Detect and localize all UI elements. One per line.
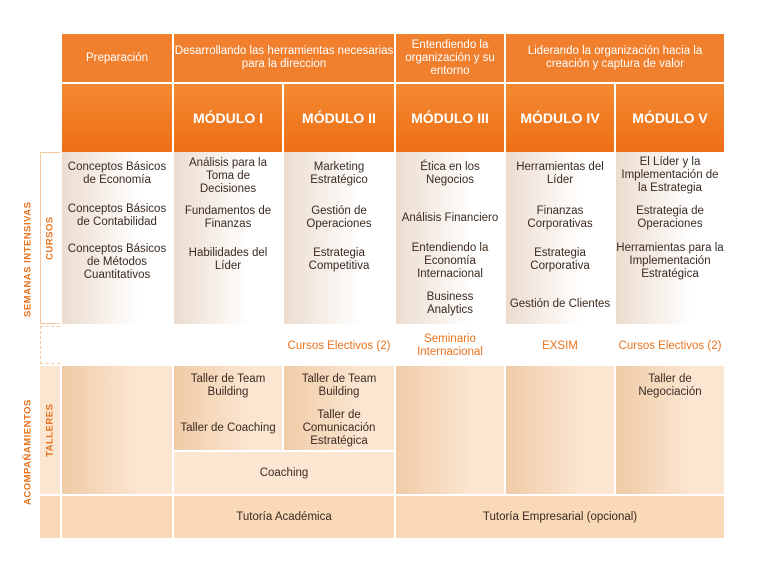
curso-m1-3: Habilidades del Líder <box>188 247 268 272</box>
semana-m5: Cursos Electivos (2) <box>618 339 722 352</box>
semanas-label: SEMANAS INTENSIVAS <box>22 201 34 317</box>
semana-m4: EXSIM <box>542 339 578 352</box>
curso-m4-1: Herramientas del Líder <box>516 161 604 186</box>
curso-m1-1: Análisis para la Toma de Decisiones <box>189 156 267 195</box>
semanas-bracket <box>40 326 60 364</box>
curso-prep-3: Conceptos Básicos de Métodos Cuantitativos <box>67 242 167 281</box>
talleres-m4-bg <box>506 366 614 494</box>
module-header-4: MÓDULO IV <box>506 84 614 152</box>
curso-m1-2: Fundamentos de Finanzas <box>184 205 272 230</box>
module-header-5: MÓDULO V <box>616 84 724 152</box>
curso-m5-3: Herramientas para la Implementación Estratégica <box>616 241 724 280</box>
tutoria-empresarial: Tutoría Empresarial (opcional) <box>396 496 724 538</box>
phase-preparacion: Preparación <box>62 34 172 82</box>
curso-m4-3: Estrategia Corporativa <box>530 247 590 272</box>
module-header-prep-blank <box>62 84 172 152</box>
taller-m2-1: Taller de Team Building <box>301 373 377 398</box>
curso-m3-4: Business Analytics <box>426 291 474 316</box>
module-header-1: MÓDULO I <box>174 84 282 152</box>
talleres-prep-bg <box>62 366 172 494</box>
curso-m5-2: Estrategia de Operaciones <box>636 205 704 230</box>
phase-desarrollando: Desarrollando las herramientas necesarias para la direccion <box>174 34 394 82</box>
phase-liderando: Liderando la organización hacia la creación y captura de valor <box>506 34 724 82</box>
acompanamientos-label: ACOMPAÑAMIENTOS <box>22 399 34 505</box>
curso-m2-1: Marketing Estratégico <box>310 161 368 186</box>
tutoria-academica: Tutoría Académica <box>174 496 394 538</box>
taller-m5-1: Taller de Negociación <box>638 373 702 398</box>
curso-m5-1: El Líder y la Implementación de la Estrategia <box>621 155 719 194</box>
curso-prep-1: Conceptos Básicos de Economía <box>67 161 167 186</box>
acomp-prep-bg <box>62 496 172 538</box>
module-header-3: MÓDULO III <box>396 84 504 152</box>
talleres-m3-bg <box>396 366 504 494</box>
curso-m3-3: Entendiendo la Economía Internacional <box>411 241 489 280</box>
curso-m3-2: Análisis Financiero <box>401 211 499 224</box>
curso-prep-2: Conceptos Básicos de Contabilidad <box>67 203 167 228</box>
cursos-label: CURSOS <box>44 216 56 260</box>
curso-m4-4: Gestión de Clientes <box>509 297 611 310</box>
talleres-label: TALLERES <box>44 403 56 457</box>
curso-m2-3: Estrategia Competitiva <box>308 247 370 272</box>
taller-m1-2: Taller de Coaching <box>180 421 276 434</box>
taller-coaching: Coaching <box>259 466 309 479</box>
curso-m2-2: Gestión de Operaciones <box>306 205 372 230</box>
curso-m3-1: Ética en los Negocios <box>420 161 480 186</box>
semana-m3: Seminario Internacional <box>417 333 483 358</box>
taller-m2-2: Taller de Comunicación Estratégica <box>302 408 376 447</box>
taller-m1-1: Taller de Team Building <box>190 373 266 398</box>
module-header-2: MÓDULO II <box>284 84 394 152</box>
semana-m2: Cursos Electivos (2) <box>287 339 391 352</box>
acompanamientos-bracket <box>40 496 60 538</box>
curso-m4-2: Finanzas Corporativas <box>527 205 593 230</box>
phase-entendiendo: Entendiendo la organización y su entorno <box>396 34 504 82</box>
